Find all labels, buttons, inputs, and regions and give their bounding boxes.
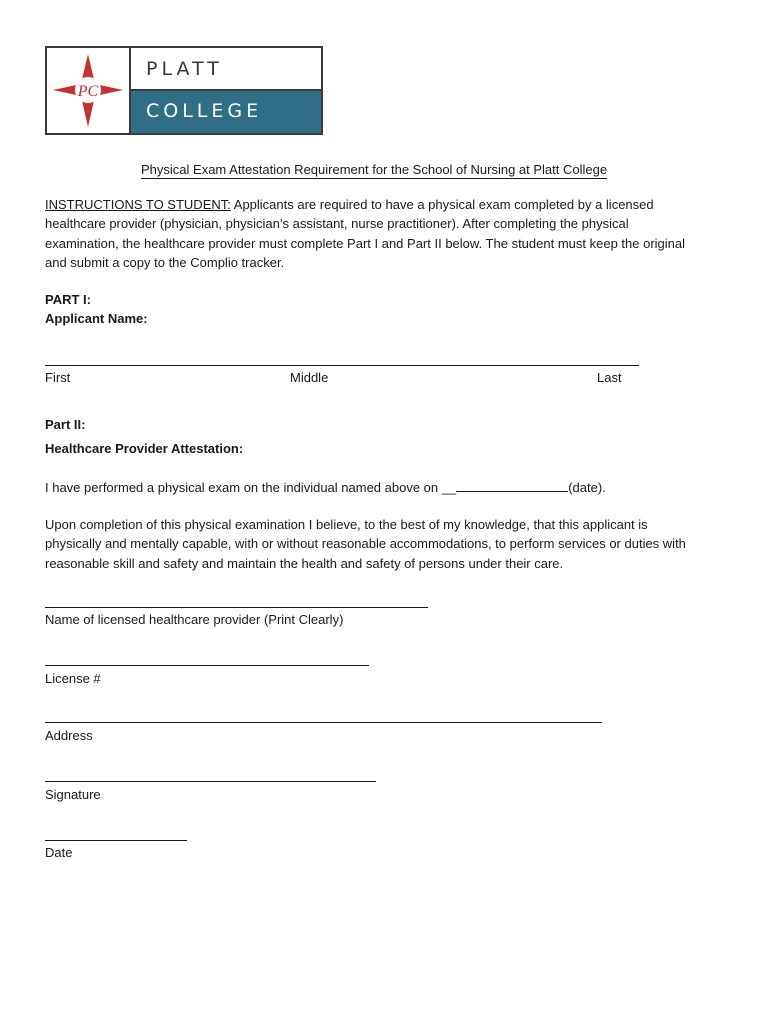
date-label: Date: [45, 845, 73, 860]
exam-statement-after: (date).: [568, 480, 606, 495]
license-label: License #: [45, 671, 101, 686]
logo-monogram: [47, 48, 131, 133]
last-name-label: Last: [597, 370, 622, 385]
exam-statement-before: I have performed a physical exam on the individual named above on __: [45, 480, 457, 495]
logo-word-college: COLLEGE: [146, 100, 263, 122]
instructions-heading: INSTRUCTIONS TO STUDENT:: [45, 197, 231, 212]
applicant-name-line[interactable]: [45, 365, 639, 366]
exam-date-field[interactable]: [456, 479, 568, 492]
document-title: Physical Exam Attestation Requirement for the School of Nursing at Platt College: [141, 162, 608, 177]
signature-label: Signature: [45, 787, 101, 802]
applicant-name-label: Applicant Name:: [45, 311, 148, 326]
logo-word-platt: PLATT: [146, 58, 223, 80]
logo-top-band: [131, 48, 321, 91]
address-line[interactable]: [45, 722, 602, 723]
svg-text:PC: PC: [77, 83, 99, 100]
instructions-paragraph: [45, 195, 705, 272]
exam-date-statement: [45, 479, 606, 496]
provider-attestation-heading: Healthcare Provider Attestation:: [45, 441, 244, 456]
provider-name-label: Name of licensed healthcare provider (Print Clearly): [45, 612, 344, 627]
signature-line[interactable]: [45, 781, 376, 782]
license-line[interactable]: [45, 665, 369, 666]
first-name-label: First: [45, 370, 71, 385]
platt-college-logo: [45, 46, 323, 135]
instructions-text: Applicants are required to have a physical exam completed by a licensed healthcare provider (physician, physician’s assistant, nurse practitioner). After completing the physical examination, the healthcare provider must complete Part I and Part II below. The student must keep the original and submit a copy to the Complio tracker.: [45, 197, 686, 270]
address-label: Address: [45, 728, 93, 743]
middle-name-label: Middle: [290, 370, 329, 385]
part1-heading: PART I:: [45, 292, 91, 307]
provider-name-line[interactable]: [45, 607, 428, 608]
part2-heading: Part II:: [45, 417, 86, 432]
belief-statement: Upon completion of this physical examination I believe, to the best of my knowledge, that this applicant is physically and mentally capable, with or without reasonable accommodations, to perform services or duties with reasonable skill and safety and maintain the health and safety of persons under their care.: [45, 517, 686, 571]
date-line[interactable]: [45, 840, 187, 841]
compass-star-icon: [47, 48, 129, 133]
logo-bottom-band: [131, 91, 321, 133]
